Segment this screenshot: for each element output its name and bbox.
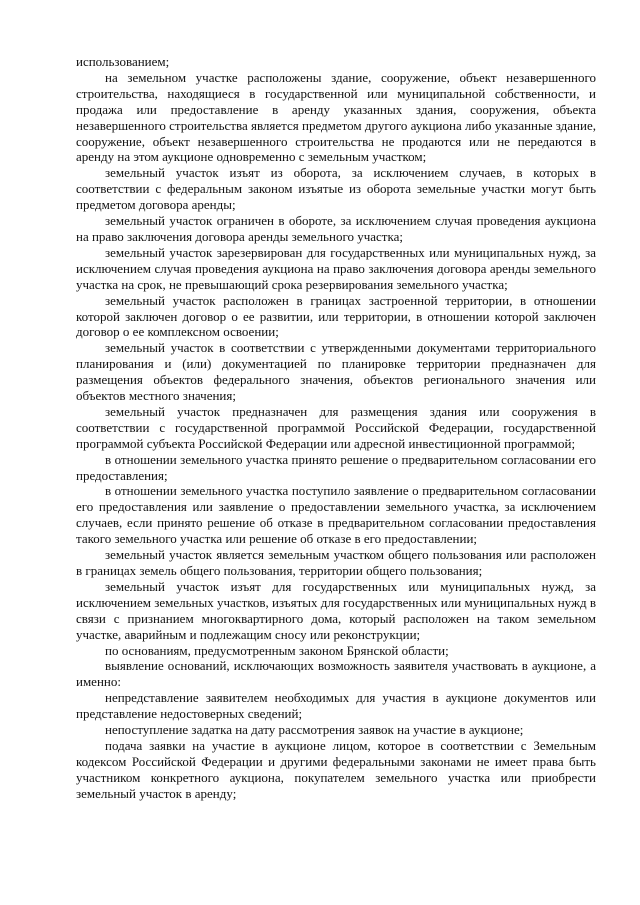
paragraph-continuation: использованием;	[76, 54, 170, 69]
paragraph-public-use-land: земельный участок является земельным участком общего пользования или расположен в границах земель общего пользования, территории общего пользования;	[76, 547, 596, 578]
paragraph-ineligible-applicant: подача заявки на участие в аукционе лицом, которое в соответствии с Земельным кодексом Российской Федерации и другими федеральными законами не имеет права быть участником конкретного аукциона, покупателем земельного участка или приобрести земельный участок в аренду;	[76, 737, 596, 801]
paragraph-seized-for-state-needs: земельный участок изъят для государственных или муниципальных нужд, за исключением земельных участков, изъятых для государственных или муниципальных нужд в связи с признанием многоквартирного дома, который расположен на таком земельном участке, аварийным и подлежащим сносу или реконструкции;	[76, 578, 596, 642]
paragraph-preliminary-approval-decision: в отношении земельного участка принято решение о предварительном согласовании его предоставления;	[76, 451, 596, 483]
paragraph-withdrawn-from-circulation: земельный участок изъят из оборота, за исключением случаев, в которых в соответствии с федеральным законом изъятые из оборота земельные участки могут быть предметом договора аренды;	[76, 165, 596, 213]
paragraph-missing-documents: непредставление заявителем необходимых для участия в аукционе документов или представление недостоверных сведений;	[76, 690, 596, 722]
paragraph-unfinished-construction-ground: на земельном участке расположены здание, сооружение, объект незавершенного строительства, находящиеся в государственной или муниципальной собственности, и продажа или предоставление в аренду указанных здания, сооружения, объекта незавершенного строительства является предметом другого аукциона либо указанные здание, сооружение, объект незавершенного строительства не продаются или не передаются в аренду на этом аукционе одновременно с земельным участком;	[76, 69, 596, 165]
document-page	[76, 54, 596, 802]
paragraph-state-program: земельный участок предназначен для размещения здания или сооружения в соответствии с государственной программой Российской Федерации, государственной программой субъекта Российской Федерации или адресной инвестиционной программой;	[76, 403, 596, 451]
paragraph-reserved-for-state-needs: земельный участок зарезервирован для государственных или муниципальных нужд, за исключением случая проведения аукциона на право заключения договора аренды земельного участка на срок, не превышающий срока резервирования земельного участка;	[76, 244, 596, 292]
paragraph-deposit-not-received: непоступление задатка на дату рассмотрения заявок на участие в аукционе;	[105, 722, 524, 738]
paragraph-application-received: в отношении земельного участка поступило заявление о предварительном согласовании его предоставления или заявление о предоставлении земельного участка, за исключением случаев, если принято решение об отказе в предварительном согласовании предоставления такого земельного участка или решение об отказе в его предоставлении;	[76, 483, 596, 547]
paragraph-restricted-circulation: земельный участок ограничен в обороте, за исключением случая проведения аукциона на право заключения договора аренды земельного участка;	[76, 213, 596, 244]
paragraph-regional-law-grounds: по основаниям, предусмотренным законом Брянской области;	[105, 642, 449, 658]
paragraph-territorial-planning: земельный участок в соответствии с утвержденными документами территориального планирования и (или) документацией по планировке территории предназначен для размещения объектов федерального значения, объектов регионального значения или объектов местного значения;	[76, 340, 596, 404]
paragraph-applicant-exclusion-grounds: выявление оснований, исключающих возможность заявителя участвовать в аукционе, а именно:	[76, 658, 596, 690]
paragraph-built-up-territory: земельный участок расположен в границах застроенной территории, в отношении которой заключен договор о ее развитии, или территории, в отношении которой заключен договор о ее комплексном освоении;	[76, 292, 596, 340]
